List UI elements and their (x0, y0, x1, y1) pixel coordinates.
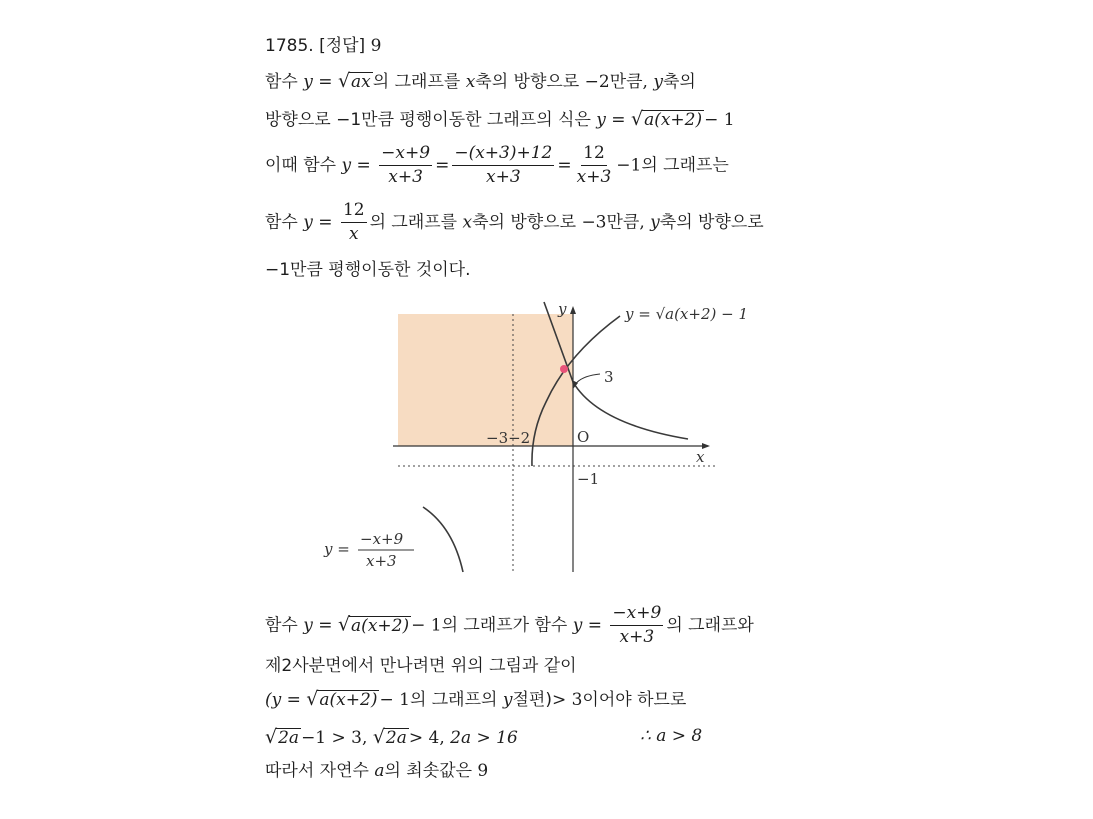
math-y-eq: y = (303, 615, 333, 636)
math-y: y (653, 72, 663, 92)
label-axis-y: y (558, 300, 567, 318)
sqrt-symbol: √ (372, 726, 385, 748)
minus-1: −1 (616, 155, 642, 176)
final-answer: 9 (477, 761, 489, 781)
sqrt-2a: 2a (385, 728, 407, 748)
math-a: a (374, 761, 385, 781)
solution-line-3 (265, 110, 735, 129)
text: 의 그래프를 (372, 72, 461, 92)
math-y-eq: y = (596, 110, 626, 130)
intersection-point (560, 365, 568, 373)
text: 이어야 하므로 (582, 690, 687, 710)
fraction-numerator: −x+9 (610, 605, 663, 626)
minus-1: − 1 (704, 110, 735, 130)
text: 제2사분면에서 만나려면 위의 그림과 같이 (265, 656, 577, 676)
sqrt-a-x-plus-2: a(x+2) (644, 110, 703, 130)
label-minus-3-minus-2: −3−2 (486, 429, 531, 447)
fraction-2 (452, 145, 554, 186)
problem-number: 1785. (265, 36, 314, 56)
text: 축의 (662, 72, 696, 92)
sqrt-symbol: √ (337, 70, 351, 92)
text: 축의 방향으로 (472, 212, 577, 233)
minus-1: − 1 (411, 615, 442, 636)
sqrt-ax: ax (351, 72, 371, 92)
fraction-numerator: −x+9 (379, 145, 432, 166)
greater-than-3: > 3 (551, 690, 583, 710)
therefore-a-gt-8: ∴ a > 8 (640, 726, 703, 746)
solution-line-4 (265, 145, 729, 186)
sqrt-symbol: √ (337, 613, 351, 636)
equals: = (435, 155, 450, 176)
label-axis-x: x (696, 448, 705, 466)
function-graph (318, 292, 778, 577)
text: 의 그래프의 (409, 690, 498, 710)
text: 함수 (265, 72, 298, 92)
sqrt-a-x-plus-2: a(x+2) (351, 615, 410, 636)
answer-value: 9 (370, 36, 382, 56)
math-y: y (502, 690, 513, 710)
solution-line-9 (265, 690, 686, 709)
problem-header (265, 38, 381, 55)
text: 의 그래프가 함수 (441, 615, 568, 636)
sqrt-symbol: √ (630, 108, 644, 130)
math-paren-y-eq: (y = (265, 690, 301, 710)
solution-line-10 (265, 728, 518, 747)
sqrt-a-x-plus-2: a(x+2) (319, 690, 378, 710)
fraction-4 (341, 202, 367, 243)
fraction-numerator: −(x+3)+12 (452, 145, 554, 166)
text: 절편) (512, 690, 552, 710)
fraction-denominator: x (348, 224, 359, 244)
text: 의 최솟값은 (384, 761, 472, 781)
solution-line-5 (265, 202, 764, 243)
solution-line-2 (265, 72, 696, 91)
text: 함수 (265, 615, 298, 636)
text: 의 그래프를 (369, 212, 458, 233)
text: 이때 함수 (265, 155, 337, 176)
pointer-arrow (574, 374, 600, 386)
label-origin: O (577, 428, 590, 446)
rational-curve-left-branch (423, 507, 463, 572)
fraction-denominator: x+3 (388, 167, 423, 187)
inequality-1: −1 > 3, (301, 728, 368, 748)
text: 의 그래프와 (666, 615, 754, 636)
text: −1만큼 평행이동한 그래프의 식은 (336, 110, 591, 130)
math-y-eq: y = (303, 72, 333, 92)
solution-line-7 (265, 605, 754, 646)
text: −2만큼, (584, 72, 648, 92)
conclusion (640, 728, 702, 745)
inequality-2: > 4, (408, 728, 445, 748)
text: 의 그래프는 (641, 155, 729, 176)
answer-tag: [정답] (319, 36, 366, 56)
solution-line-6 (265, 262, 471, 279)
fraction-1 (379, 145, 432, 186)
text: 따라서 자연수 (265, 761, 369, 781)
inequality-3: 2a > 16 (450, 728, 518, 748)
sqrt-symbol: √ (306, 688, 319, 710)
equals: = (557, 155, 572, 176)
fraction-5 (610, 605, 663, 646)
math-x: x (465, 72, 476, 92)
math-y-eq: y = (303, 212, 333, 233)
fraction-denominator: x+3 (619, 627, 655, 647)
fraction-3 (575, 145, 614, 186)
fraction-numerator: 12 (341, 202, 367, 223)
label-3: 3 (604, 368, 614, 386)
fraction-denominator: x+3 (576, 167, 612, 187)
math-x: x (462, 212, 473, 233)
text: −3만큼, (581, 212, 645, 233)
fraction-denominator: x+3 (486, 167, 521, 187)
text: 축의 방향으로 (659, 212, 764, 233)
math-y-eq: y = (341, 155, 371, 176)
text: 방향으로 (265, 110, 331, 130)
math-y: y (650, 212, 660, 233)
shaded-region (398, 314, 573, 446)
solution-line-11 (265, 763, 488, 780)
label-rational-y: y = (324, 540, 350, 558)
solution-line-8 (265, 658, 577, 675)
label-rational-denominator: x+3 (366, 552, 397, 570)
text: 함수 (265, 212, 298, 233)
label-minus-1: −1 (577, 470, 600, 488)
sqrt-2a: 2a (278, 728, 300, 748)
sqrt-symbol: √ (265, 726, 278, 748)
label-rational-numerator: −x+9 (360, 530, 404, 548)
y-axis-arrow (570, 306, 576, 314)
label-sqrt-function: y = √a(x+2) − 1 (625, 305, 749, 323)
text: 축의 방향으로 (475, 72, 580, 92)
fraction-numerator: 12 (581, 145, 607, 166)
text: −1만큼 평행이동한 것이다. (265, 260, 471, 280)
minus-1: − 1 (379, 690, 410, 710)
math-y-eq: y = (572, 615, 603, 636)
